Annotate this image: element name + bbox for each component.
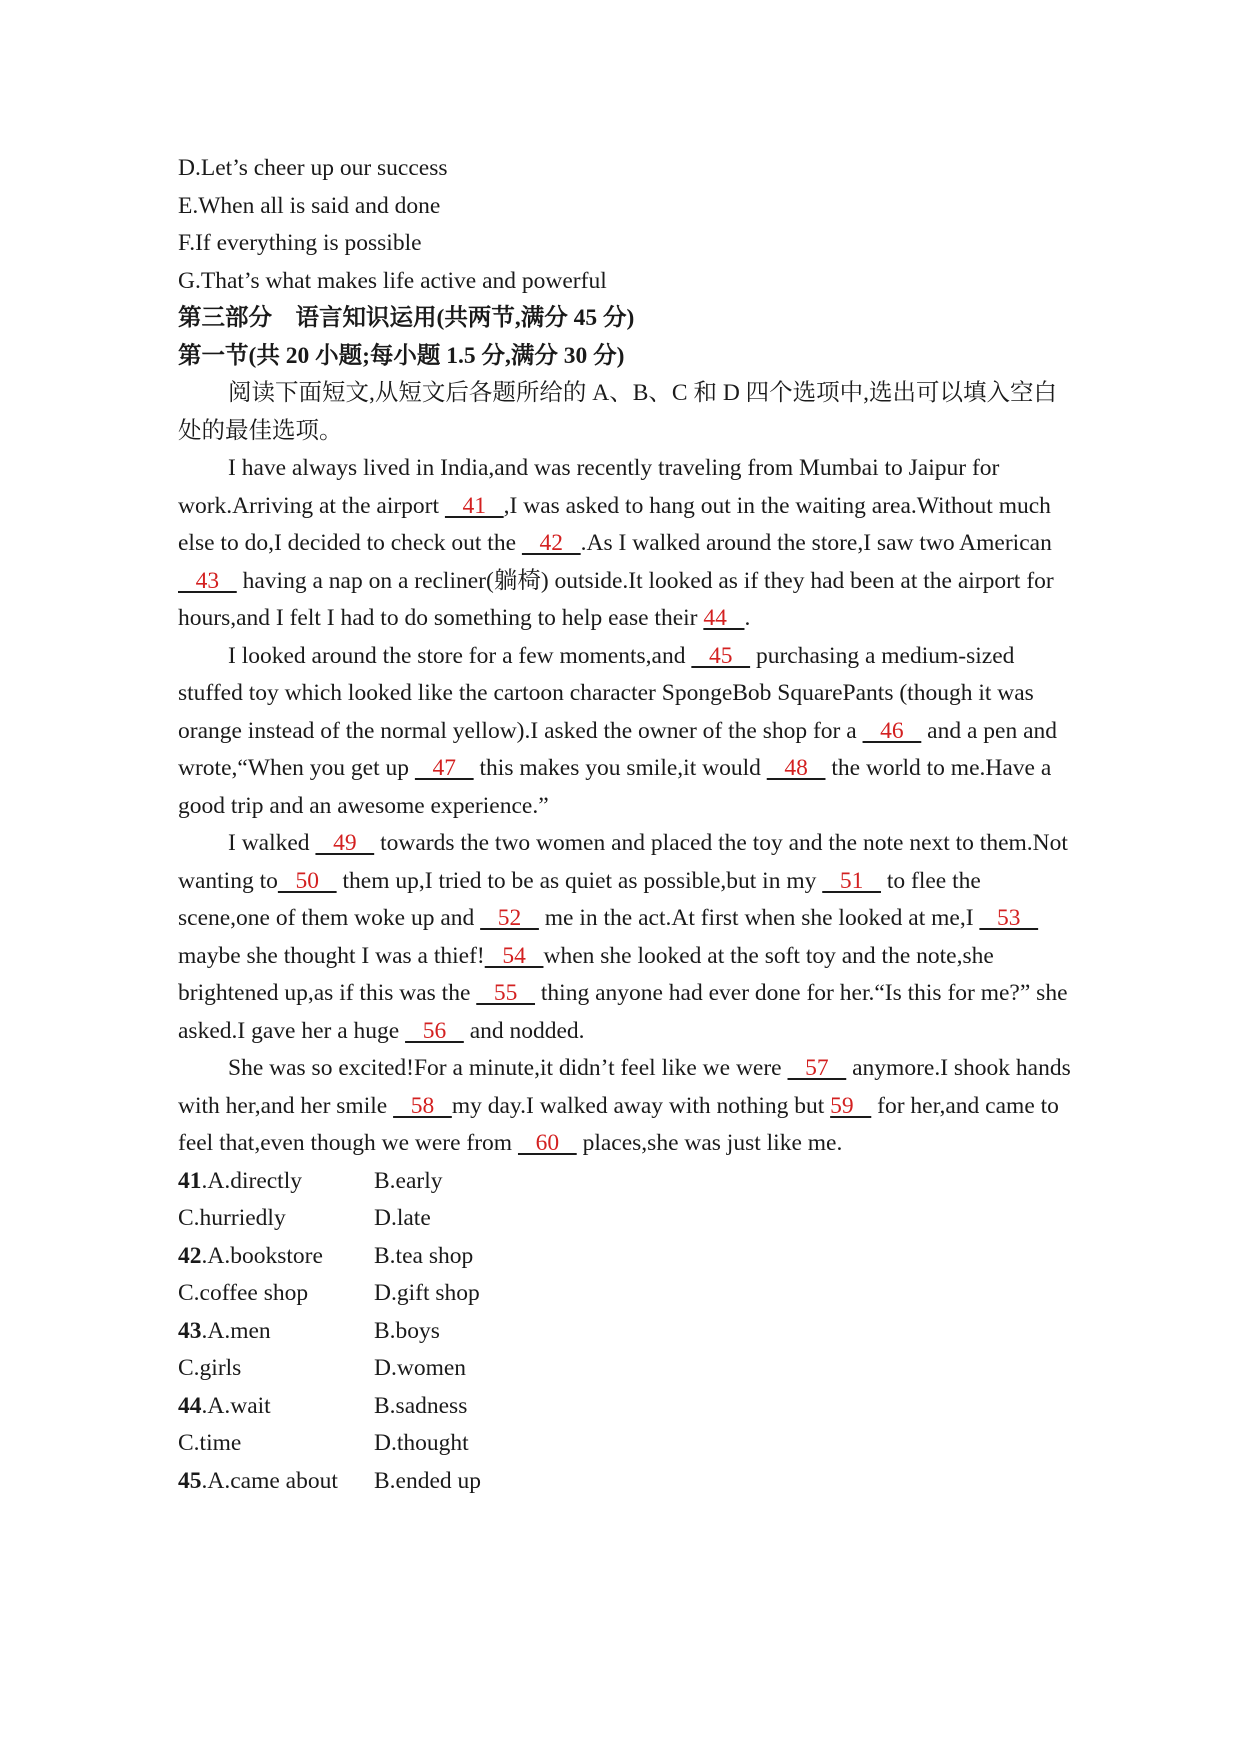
- question-45-row-1: [178, 1463, 1073, 1501]
- question-number: 41: [178, 1167, 202, 1194]
- passage-text: .As I walked around the store,I saw two American: [580, 530, 1052, 556]
- question-number: 42: [178, 1242, 202, 1269]
- instruction-text: 阅读下面短文,从短文后各题所给的 A、B、C 和 D 四个选项中,选出可以填入空白处的最佳选项。: [178, 380, 1058, 444]
- passage-paragraph-3: [178, 825, 1073, 1050]
- passage-text: the world to me.Have a good trip and an awesome experience.”: [178, 755, 1052, 819]
- question-41-option-b: B.early: [374, 1167, 443, 1194]
- passage-text: maybe she thought I was a thief!: [178, 942, 485, 969]
- blank-45: 45: [691, 642, 751, 669]
- question-43-row-1: [178, 1313, 1073, 1351]
- question-44-row-2: [178, 1425, 1073, 1463]
- blank-51: 51: [822, 867, 881, 894]
- question-41-option-a: 41.A.directly: [178, 1167, 302, 1194]
- blank-41: 41: [444, 492, 504, 519]
- passage-text: my day.I walked away with nothing but: [451, 1092, 831, 1119]
- question-42-row-1: [178, 1238, 1073, 1276]
- passage-text: ,I was asked to hang out in the waiting area.Without much else to do,I decided to check out the: [178, 492, 1051, 556]
- passage-text: to flee the scene,one of them woke up and: [178, 867, 981, 931]
- blank-58: 58: [393, 1092, 452, 1119]
- option-f-line: F.If everything is possible: [178, 230, 422, 256]
- question-44-option-a: 44.A.wait: [178, 1392, 271, 1419]
- option-d-line: D.Let’s cheer up our success: [178, 155, 448, 181]
- passage-text: thing anyone had ever done for her.“Is this for me?” she asked.I gave her a huge: [178, 980, 1068, 1044]
- blank-46: 46: [862, 717, 922, 744]
- question-43-row-2: [178, 1350, 1073, 1388]
- passage-text: I have always lived in India,and was recently traveling from Mumbai to Jaipur for work.Arriving at the airport: [178, 455, 1000, 519]
- question-43-option-b: B.boys: [374, 1317, 440, 1344]
- question-41-row-2: [178, 1200, 1073, 1238]
- passage-text: anymore.I shook hands with her,and her smile: [178, 1055, 1071, 1119]
- passage-text: She was so excited!For a minute,it didn’t feel like we were: [228, 1055, 788, 1081]
- question-43-option-c: C.girls: [178, 1355, 242, 1381]
- option-g-line: G.That’s what makes life active and powerful: [178, 267, 607, 294]
- question-42-option-a: 42.A.bookstore: [178, 1242, 323, 1269]
- passage-text: when she looked at the soft toy and the note,she brightened up,as if this was the: [178, 942, 994, 1006]
- blank-52: 52: [480, 905, 539, 931]
- passage-text: me in the act.At first when she looked at me,I: [538, 905, 980, 931]
- passage-text: places,she was just like me.: [576, 1130, 843, 1156]
- question-number: 44: [178, 1392, 202, 1419]
- blank-50: 50: [277, 867, 337, 894]
- passage-paragraph-2: [178, 638, 1073, 826]
- passage-text: I walked: [228, 830, 316, 856]
- blank-57: 57: [787, 1055, 847, 1081]
- passage-paragraph-4: [178, 1050, 1073, 1163]
- document-page: [178, 150, 1073, 1500]
- question-41-row-1: [178, 1163, 1073, 1201]
- question-44-option-d: D.thought: [374, 1430, 469, 1456]
- blank-55: 55: [476, 980, 536, 1006]
- question-43-option-d: D.women: [374, 1355, 467, 1381]
- passage-text: .: [744, 605, 751, 631]
- question-number: 45: [178, 1467, 202, 1494]
- passage-text: purchasing a medium-sized stuffed toy which looked like the cartoon character SpongeBob SquarePants (though it was orange instead of the normal yellow).I asked the owner of the shop for a: [178, 642, 1034, 744]
- question-43-option-a: 43.A.men: [178, 1317, 271, 1344]
- passage-paragraph-1: [178, 450, 1073, 638]
- blank-43: 43: [178, 567, 237, 594]
- passage-text: them up,I tried to be as quiet as possible,but in my: [336, 867, 823, 894]
- question-45-option-a: 45.A.came about: [178, 1467, 338, 1494]
- question-44-option-c: C.time: [178, 1430, 242, 1456]
- blank-44: 44: [703, 605, 745, 631]
- blank-59: 59: [830, 1092, 872, 1119]
- question-41-option-d: D.late: [374, 1205, 431, 1231]
- blank-54: 54: [484, 942, 544, 969]
- question-42-option-d: D.gift shop: [374, 1280, 480, 1306]
- passage-text: I looked around the store for a few moments,and: [228, 642, 692, 669]
- question-number: 43: [178, 1317, 202, 1344]
- passage-text: this makes you smile,it would: [473, 755, 767, 781]
- passage-text: towards the two women and placed the toy and the note next to them.Not wanting to: [178, 830, 1068, 894]
- passage-text: having a nap on a recliner(躺椅) outside.It looked as if they had been at the airport for hours,and I felt I had to do something to help ease their: [178, 567, 1054, 631]
- question-41-option-c: C.hurriedly: [178, 1205, 286, 1231]
- blank-42: 42: [521, 530, 581, 556]
- question-42-row-2: [178, 1275, 1073, 1313]
- blank-47: 47: [414, 755, 474, 781]
- blank-53: 53: [979, 905, 1039, 931]
- question-45-option-b: B.ended up: [374, 1467, 482, 1494]
- question-42-option-c: C.coffee shop: [178, 1280, 309, 1306]
- blank-49: 49: [315, 830, 375, 856]
- passage-text: and nodded.: [463, 1017, 585, 1044]
- part-title: 第三部分 语言知识运用(共两节,满分 45 分): [178, 305, 635, 331]
- blank-48: 48: [766, 755, 826, 781]
- subsection-title: 第一节(共 20 小题;每小题 1.5 分,满分 30 分): [178, 342, 625, 369]
- blank-56: 56: [405, 1017, 464, 1044]
- blank-60: 60: [517, 1130, 577, 1156]
- question-44-row-1: [178, 1388, 1073, 1426]
- question-44-option-b: B.sadness: [374, 1392, 468, 1419]
- option-e-line: E.When all is said and done: [178, 192, 441, 219]
- question-42-option-b: B.tea shop: [374, 1242, 474, 1269]
- passage-text: and a pen and wrote,“When you get up: [178, 717, 1058, 781]
- passage-text: for her,and came to feel that,even though we were from: [178, 1092, 1059, 1156]
